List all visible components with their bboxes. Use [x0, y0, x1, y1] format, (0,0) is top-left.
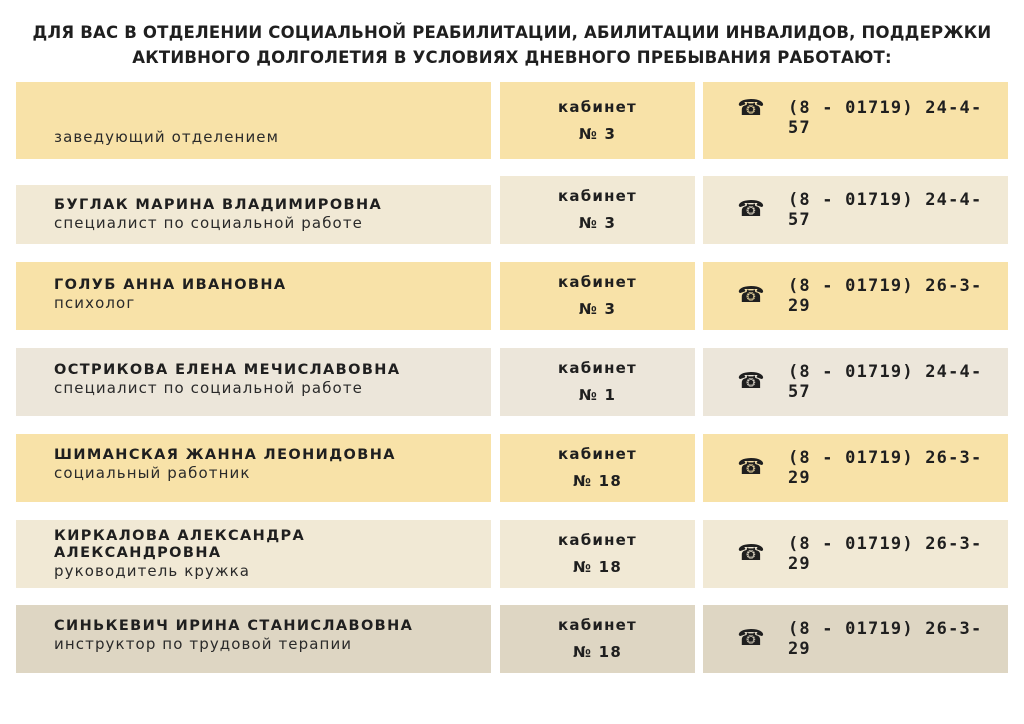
telephone-icon: ☎ [737, 283, 766, 308]
phone-cell [703, 262, 1008, 330]
staff-role: заведующий отделением [54, 128, 280, 146]
phone-cell [703, 605, 1008, 673]
telephone-icon: ☎ [737, 369, 766, 394]
room-label: кабинет [558, 616, 637, 634]
room-number: № 18 [573, 643, 622, 661]
phone-number: (8 - 01719) 26-3-29 [788, 534, 983, 574]
telephone-icon: ☎ [737, 96, 766, 121]
phone-cell [703, 176, 1008, 244]
phone-cell [703, 434, 1008, 502]
room-cell [500, 176, 695, 244]
name-cell [16, 82, 491, 159]
room-cell [500, 262, 695, 330]
room-cell [500, 348, 695, 416]
room-label: кабинет [558, 531, 637, 549]
staff-role: специалист по социальной работе [54, 379, 363, 397]
phone-number: (8 - 01719) 26-3-29 [788, 448, 983, 488]
staff-name: КИРКАЛОВА АЛЕКСАНДРА АЛЕКСАНДРОВНА [54, 527, 306, 561]
name-cell [16, 348, 491, 416]
title-line-2: АКТИВНОГО ДОЛГОЛЕТИЯ В УСЛОВИЯХ ДНЕВНОГО ПРЕБЫВАНИЯ РАБОТАЮТ: [132, 48, 892, 67]
name-cell [16, 262, 491, 330]
room-cell [500, 82, 695, 159]
room-number: № 3 [578, 214, 617, 232]
staff-name: ОСТРИКОВА ЕЛЕНА МЕЧИСЛАВОВНА [54, 362, 401, 378]
phone-number: (8 - 01719) 24-4-57 [788, 362, 983, 402]
room-label: кабинет [558, 187, 637, 205]
telephone-icon: ☎ [737, 455, 766, 480]
room-number: № 3 [578, 124, 617, 143]
room-number: № 1 [578, 386, 617, 404]
room-number: № 18 [573, 558, 622, 576]
room-number: № 3 [578, 300, 617, 318]
telephone-icon: ☎ [737, 197, 766, 222]
staff-name: БУГЛАК МАРИНА ВЛАДИМИРОВНА [54, 196, 383, 213]
title-line-1: ДЛЯ ВАС В ОТДЕЛЕНИИ СОЦИАЛЬНОЙ РЕАБИЛИТАЦИИ, АБИЛИТАЦИИ ИНВАЛИДОВ, ПОДДЕРЖКИ [32, 23, 992, 42]
room-cell [500, 520, 695, 588]
staff-role: психолог [54, 294, 136, 312]
phone-number: (8 - 01719) 24-4-57 [788, 98, 983, 138]
name-cell [16, 185, 491, 244]
telephone-icon: ☎ [737, 626, 766, 651]
name-cell [16, 520, 491, 588]
name-cell [16, 605, 491, 673]
staff-name: ШИМАНСКАЯ ЖАННА ЛЕОНИДОВНА [54, 447, 396, 463]
room-cell [500, 434, 695, 502]
room-label: кабинет [558, 359, 637, 377]
staff-role: социальный работник [54, 464, 251, 482]
phone-cell [703, 348, 1008, 416]
page-title [0, 20, 1024, 70]
staff-name: ГОЛУБ АННА ИВАНОВНА [54, 277, 287, 293]
staff-name: СИНЬКЕВИЧ ИРИНА СТАНИСЛАВОВНА [54, 618, 414, 634]
phone-number: (8 - 01719) 26-3-29 [788, 276, 983, 316]
staff-role: инструктор по трудовой терапии [54, 635, 353, 653]
name-cell [16, 434, 491, 502]
room-number: № 18 [573, 472, 622, 490]
staff-role: руководитель кружка [54, 561, 251, 580]
telephone-icon: ☎ [737, 541, 766, 566]
phone-cell [703, 520, 1008, 588]
room-cell [500, 605, 695, 673]
phone-number: (8 - 01719) 24-4-57 [788, 190, 983, 230]
room-label: кабинет [558, 445, 637, 463]
phone-number: (8 - 01719) 26-3-29 [788, 619, 983, 659]
phone-cell [703, 82, 1008, 159]
staff-role: специалист по социальной работе [54, 213, 363, 232]
room-label: кабинет [558, 273, 637, 291]
room-label: кабинет [558, 97, 637, 116]
